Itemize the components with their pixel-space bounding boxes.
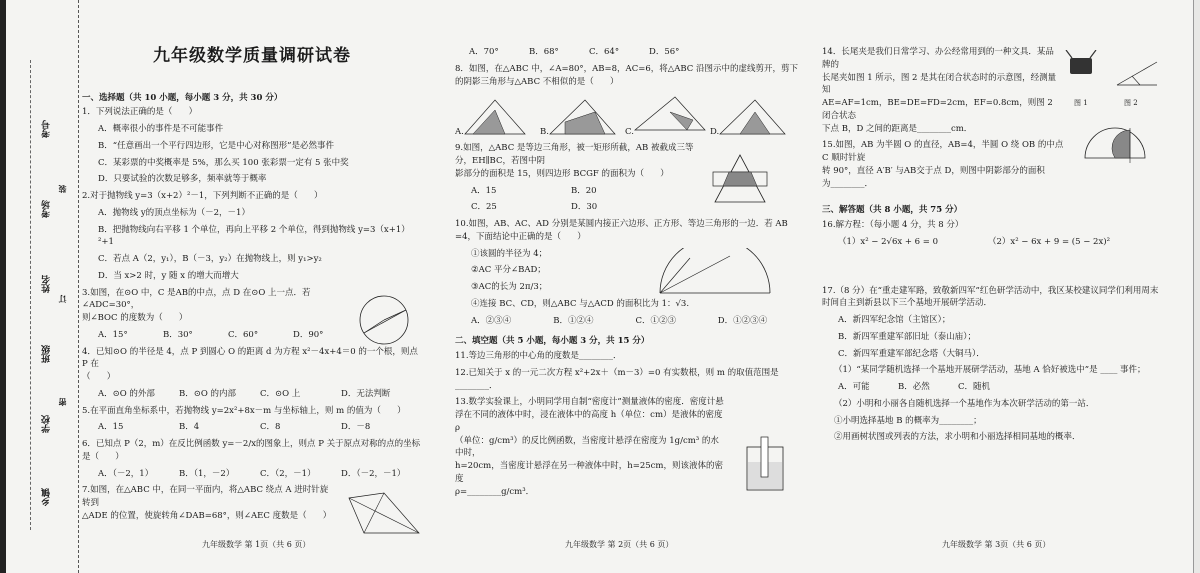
q6-option-d: D．（－2，－1） — [341, 468, 406, 479]
q8-label-a: A. — [455, 127, 464, 138]
question-6: 6．已知点 P（2，m）在反比例函数 y=－2/x的图象上，则点 P 关于原点对称的点的坐标是（ ） — [82, 439, 421, 462]
label-township: 乡镇 — [42, 488, 52, 506]
scan-edge-right — [1193, 0, 1200, 573]
q10-option-a: A．②③④ — [471, 315, 512, 326]
circle-figure-q3 — [354, 288, 414, 348]
q16-eq-2: （2）x² − 6x + 9 = (5 − 2x)² — [988, 236, 1110, 247]
question-10: 10.如图，AB、AC、AD 分别是某圆内接正六边形、正方形、等边三角形的一边．若 AB =4，下面结论中正确的是（ ） — [455, 219, 788, 242]
q10-option-d: D．①②③④ — [717, 315, 768, 326]
question-9: 9.如图，△ABC 是等边三角形，被一矩形所截，AB 被截成三等分，EH∥BC，若图中阴 影部分的面积是 15，则四边形 BCGF 的面积为（ ） — [455, 143, 694, 179]
question-12: 12.已知关于 x 的一元二次方程 x²+2x＋（m－3）=0 有实数根，则 m 的取值范围是________． — [455, 367, 779, 391]
q9-option-c: C．25 — [471, 202, 497, 213]
seal-char-3: 密 — [57, 398, 67, 406]
binding-margin — [0, 0, 79, 573]
q10-item-1: ①该圆的半径为 4； — [471, 248, 548, 259]
label-exam-room: 考场 — [42, 200, 52, 218]
question-2: 2.对于抛物线 y=3（x+2）²－1，下列判断不正确的是（ ） — [82, 191, 323, 201]
q8-figures — [455, 92, 800, 142]
q1-option-b: B．“任意画出一个平行四边形，它是中心对称图形”是必然事件 — [98, 140, 334, 151]
q8-label-d: D. — [710, 127, 720, 138]
q1-option-a: A．概率很小的事件是不可能事件 — [98, 124, 224, 134]
q4-option-b: B．⊙O 的内部 — [179, 388, 237, 399]
q9-option-d: D．30 — [571, 202, 598, 213]
q7-option-c: C．64° — [589, 47, 620, 57]
q17-1-option-a: A．可能 — [838, 382, 870, 392]
q3-options — [82, 329, 358, 342]
q1-option-c: C．某彩票的中奖概率是 5%，那么买 100 张彩票一定有 5 张中奖 — [98, 157, 349, 168]
q9-option-b: B．20 — [571, 185, 597, 196]
page-1 — [82, 0, 422, 573]
question-8: 8．如图，在△ABC 中，∠A=80°，AB=8，AC=6，将△ABC 沿图示中的虚线剪开，剪下 的阴影三角形与△ABC 不相似的是（ ） — [455, 63, 799, 87]
q16-eq-1: （1）x² − 2√6x + 6 = 0 — [838, 236, 939, 247]
q8-label-b: B. — [540, 127, 549, 138]
q5-option-d: D．－8 — [341, 422, 371, 433]
q10-figure — [655, 248, 775, 308]
page-2 — [455, 0, 800, 573]
q7-option-b: B．68° — [529, 47, 559, 57]
seal-char-2: 订 — [57, 295, 67, 303]
q8-label-c: C. — [625, 127, 634, 138]
exam-title: 九年级数学质量调研试卷 — [153, 46, 351, 66]
q1-option-d: D．只要试验的次数足够多，频率就等于概率 — [98, 174, 267, 185]
q17-part-2a: ①小明选择基地 B 的概率为________； — [834, 415, 982, 426]
q17-part-1: （1）“某同学随机选择一个基地开展研学活动，基地 A 恰好被选中”是 ____ 事件； — [834, 365, 1146, 376]
seal-line — [30, 60, 32, 530]
q17-1-option-c: C．随机 — [958, 382, 991, 392]
q16-equations — [822, 236, 1138, 249]
q2-option-a: A．抛物线 y的顶点坐标为（－2，－1） — [98, 207, 250, 218]
q17-1-option-b: B．必然 — [898, 382, 930, 392]
q3-option-c: C．60° — [228, 329, 259, 340]
question-16: 16.解方程：（每小题 4 分，共 8 分） — [822, 220, 964, 230]
q10-item-2: ②AC 平分∠BAD； — [471, 265, 546, 276]
q2-option-d: D．当 x>2 时，y 随 x 的增大而增大 — [98, 270, 239, 281]
q14-fig1-label: 图 1 — [1074, 99, 1088, 107]
q5-option-c: C．8 — [260, 422, 281, 433]
question-14: 14．长尾夹是我们日常学习、办公经常用到的一种文具．某品牌的 长尾夹如图 1 所示，图 2 是其在闭合状态时的示意图，经测量知 AE=AF=1cm，BE=DE=FD=2cm，EF=0.8cm，则图 2 闭合状态 下点 B，D 之间的距离是________cm． — [822, 47, 1057, 134]
label-school: 学校 — [42, 415, 52, 433]
label-class: 班级 — [42, 345, 52, 363]
label-exam-number: 考号 — [42, 120, 52, 138]
q9-options-row2 — [455, 201, 671, 214]
question-3: 3.如图，在⊙O 中，C 是AB的中点，点 D 在⊙O 上一点．若∠ADC=30°， 则∠BOC 的度数为（ ） — [82, 287, 311, 323]
question-5: 5.在平面直角坐标系中，若抛物线 y=2x²+8x－m 与坐标轴上，则 m 的值为（ ） — [82, 405, 406, 416]
question-17: 17.（8 分）在“重走建军路，致敬新四军”红色研学活动中，我区某校建议同学们利用周末 时间自主到新县以下三个基地开展研学活动． — [822, 285, 1159, 309]
q17-site-a: A．新四军纪念馆（主馆区）； — [838, 315, 951, 325]
page-3 — [822, 0, 1162, 573]
section-answer-heading: 三、解答题（共 8 小题，共 75 分） — [822, 205, 963, 216]
q2-option-b: B．把抛物线向右平移 1 个单位，再向上平移 2 个单位，得到抛物线 y=3（x+1）²+1 — [98, 224, 410, 248]
q15-semicircle-figure — [1080, 118, 1150, 168]
page-3-footer: 九年级数学 第 3页（共 6 页） — [942, 540, 1051, 549]
q17-site-c: C．新四军重建军部纪念塔（大铜马）． — [838, 348, 985, 359]
q10-option-c: C．①②③ — [635, 315, 677, 326]
q14-figures — [1062, 50, 1162, 95]
page-1-footer: 九年级数学 第 1页（共 6 页） — [202, 540, 311, 549]
q6-option-a: A．（－2，1） — [98, 468, 154, 479]
q4-options — [82, 388, 422, 401]
q10-options — [455, 315, 800, 328]
q3-option-a: A．15° — [98, 329, 128, 340]
q9-options-row1 — [455, 185, 671, 198]
seal-char-1: 装 — [57, 185, 67, 193]
q10-option-b: B．①②④ — [553, 315, 594, 326]
q3-option-b: B．30° — [163, 329, 193, 340]
q17-site-b: B．新四军重建军部旧址（泰山庙）； — [838, 331, 976, 342]
q5-option-a: A．15 — [98, 422, 124, 433]
q10-item-4: ④连接 BC、CD，则△ABC 与△ACD 的面积比为 1：√3. — [471, 298, 690, 309]
q6-option-b: B．（1，－2） — [179, 468, 235, 479]
q4-option-c: C．⊙O 上 — [260, 388, 301, 399]
q7-option-a: A．70° — [469, 47, 499, 57]
q13-density-figure — [745, 432, 785, 492]
q10-item-3: ③AC的长为 2π/3； — [471, 282, 548, 292]
q6-options — [82, 468, 422, 481]
question-11: 11.等边三角形的中心角的度数是________． — [455, 351, 622, 361]
q2-option-c: C．若点 A（2，y₁），B（－3，y₂）在抛物线上，则 y₁>y₂ — [98, 254, 322, 264]
q17-part-2b: ②用画树状图或列表的方法，求小明和小丽选择相同基地的概率． — [834, 432, 1081, 443]
question-1: 1．下列说法正确的是（ ） — [82, 107, 198, 118]
q4-option-d: D．无法判断 — [341, 388, 391, 399]
q7-options — [455, 46, 709, 59]
label-name: 姓名 — [42, 275, 52, 293]
section-fill-heading: 二、填空题（共 5 小题，每小题 3 分，共 15 分） — [455, 336, 650, 347]
q9-option-a: A．15 — [471, 185, 497, 196]
q17-part-1-options — [822, 381, 1018, 394]
question-13: 13.数学实验课上，小明同学用自制“密度计”测量液体的密度．密度计悬 浮在不同的液体中时，浸在液体中的高度 h（单位：cm）是液体的密度ρ （单位：g/cm³）的反比例函数，当密度计悬浮在密度为 1g/cm³ 的水中时， h=20cm，当密度计悬浮在另一种液体中时，h=25cm，则该液体的密度 ρ=________g/cm³． — [455, 397, 724, 497]
page-2-footer: 九年级数学 第 2页（共 6 页） — [565, 540, 674, 549]
q6-option-c: C．（2，－1） — [260, 468, 316, 479]
q4-option-a: A．⊙O 的外部 — [98, 388, 155, 399]
q5-options — [82, 421, 422, 434]
q7-option-d: D．56° — [649, 47, 680, 57]
q9-figure — [710, 150, 770, 210]
question-4: 4．已知⊙O 的半径是 4，点 P 到圆心 O 的距离 d 为方程 x²－4x+4＝0 的一个根，则点 P 在 （ ） — [82, 346, 418, 382]
rotation-figure-q7 — [344, 488, 422, 538]
section-choice-heading: 一、选择题（共 10 小题，每小题 3 分，共 30 分） — [82, 92, 283, 103]
q3-option-d: D．90° — [293, 329, 324, 340]
q16-answer-space — [822, 253, 1162, 285]
q5-option-b: B．4 — [179, 422, 200, 433]
question-7: 7.如图，在△ABC 中，在同一平面内，将△ABC 绕点 A 进时针旋转到 △ADE 的位置，使旋转角∠DAB=68°，则∠AEC 度数是（ ） — [82, 485, 332, 521]
q14-fig2-label: 图 2 — [1124, 99, 1138, 107]
q17-part-2: （2）小明和小丽各自随机选择一个基地作为本次研学活动的第一站． — [834, 398, 1095, 409]
question-15: 15.如图，AB 为半圆 O 的直径，AB=4，半圆 O 绕 OB 的中点 C 顺时针旋 转 90°，直径 A′B′ 与AB交于点 D，则图中阴影部分的面积 为________． — [822, 140, 1064, 189]
